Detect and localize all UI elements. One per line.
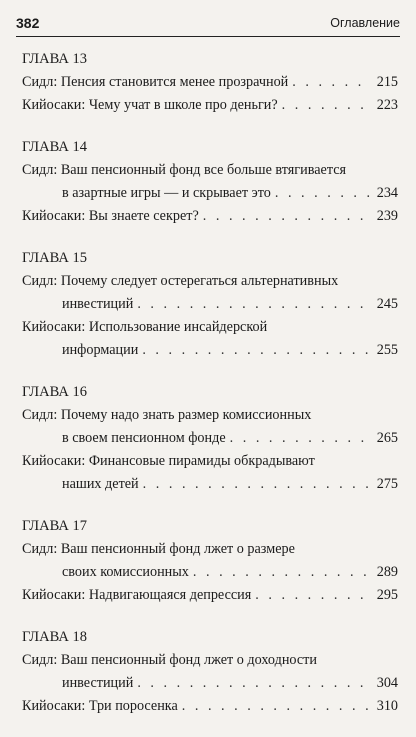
entry-title: информации — [62, 342, 139, 358]
chapter-section — [22, 381, 398, 496]
entry-title: Кийосаки: Вы знаете секрет? — [22, 208, 199, 224]
toc-entry[interactable] — [22, 538, 398, 584]
entry-title: наших детей — [62, 476, 139, 492]
entry-page-number: 265 — [376, 430, 398, 446]
leader-dots — [275, 182, 370, 205]
entry-continuation-line — [22, 427, 398, 450]
chapter-section — [22, 247, 398, 362]
entry-page-number: 289 — [376, 564, 398, 580]
entry-line — [22, 316, 398, 339]
entry-title: Кийосаки: Использование инсайдерской — [22, 319, 268, 335]
running-header — [16, 10, 400, 36]
entry-continuation-line — [22, 293, 398, 316]
entry-title: инвестиций — [62, 296, 134, 312]
entry-title: Кийосаки: Надвигающаяся депрессия — [22, 587, 252, 603]
entry-line — [22, 205, 398, 228]
entry-line — [22, 404, 398, 427]
entry-line — [22, 649, 398, 672]
leader-dots — [203, 205, 370, 228]
chapter-section — [22, 515, 398, 607]
leader-dots — [142, 339, 370, 362]
chapter-title: ГЛАВА 16 — [22, 384, 87, 400]
chapter-title: ГЛАВА 15 — [22, 250, 87, 266]
page-number: 382 — [16, 15, 40, 31]
chapter-title: ГЛАВА 14 — [22, 139, 87, 155]
toc-entry[interactable] — [22, 404, 398, 450]
entry-title: Сидл: Почему надо знать размер комиссионных — [22, 407, 312, 423]
chapter-title: ГЛАВА 13 — [22, 51, 87, 67]
entry-page-number: 215 — [376, 74, 398, 90]
entry-page-number: 295 — [376, 587, 398, 603]
running-title: Оглавление — [330, 16, 400, 30]
entry-title: своих комиссионных — [62, 564, 189, 580]
toc-entry[interactable] — [22, 695, 398, 718]
toc-entry[interactable] — [22, 584, 398, 607]
header-rule — [16, 36, 400, 37]
entry-line — [22, 270, 398, 293]
entry-line — [22, 71, 398, 94]
chapter-section — [22, 48, 398, 117]
entry-title: в азартные игры — и скрывает это — [62, 185, 271, 201]
toc-entry[interactable] — [22, 159, 398, 205]
entry-continuation-line — [22, 339, 398, 362]
toc-entry[interactable] — [22, 450, 398, 496]
entry-title: Сидл: Ваш пенсионный фонд лжет о доходности — [22, 652, 317, 668]
leader-dots — [193, 561, 370, 584]
toc-entry[interactable] — [22, 205, 398, 228]
entry-continuation-line — [22, 672, 398, 695]
chapter-section — [22, 136, 398, 228]
entry-page-number: 234 — [376, 185, 398, 201]
entry-title: Сидл: Ваш пенсионный фонд все больше втягивается — [22, 162, 347, 178]
leader-dots — [230, 427, 370, 450]
leader-dots — [143, 473, 370, 496]
entry-line — [22, 584, 398, 607]
leader-dots — [137, 672, 370, 695]
entry-title: в своем пенсионном фонде — [62, 430, 226, 446]
entry-title: Сидл: Почему следует остерегаться альтернативных — [22, 273, 339, 289]
toc-entry[interactable] — [22, 94, 398, 117]
entry-title: Сидл: Пенсия становится менее прозрачной — [22, 74, 289, 90]
entry-page-number: 304 — [376, 675, 398, 691]
entry-page-number: 255 — [376, 342, 398, 358]
entry-continuation-line — [22, 561, 398, 584]
entry-page-number: 275 — [376, 476, 398, 492]
entry-page-number: 245 — [376, 296, 398, 312]
entry-title: Кийосаки: Чему учат в школе про деньги? — [22, 97, 278, 113]
leader-dots — [137, 293, 370, 316]
entry-continuation-line — [22, 182, 398, 205]
toc-entry[interactable] — [22, 71, 398, 94]
entry-page-number: 310 — [376, 698, 398, 714]
entry-title: Кийосаки: Финансовые пирамиды обкрадывают — [22, 453, 315, 469]
entry-title: Сидл: Ваш пенсионный фонд лжет о размере — [22, 541, 295, 557]
entry-title: инвестиций — [62, 675, 134, 691]
entry-line — [22, 450, 398, 473]
leader-dots — [282, 94, 370, 117]
table-of-contents — [22, 48, 398, 737]
entry-page-number: 239 — [376, 208, 398, 224]
toc-entry[interactable] — [22, 270, 398, 316]
entry-line — [22, 695, 398, 718]
entry-line — [22, 538, 398, 561]
entry-continuation-line — [22, 473, 398, 496]
chapter-title: ГЛАВА 18 — [22, 629, 87, 645]
entry-line — [22, 159, 398, 182]
leader-dots — [292, 71, 370, 94]
chapter-section — [22, 626, 398, 718]
leader-dots — [182, 695, 370, 718]
entry-title: Кийосаки: Три поросенка — [22, 698, 178, 714]
leader-dots — [255, 584, 370, 607]
entry-page-number: 223 — [376, 97, 398, 113]
chapter-title: ГЛАВА 17 — [22, 518, 87, 534]
toc-entry[interactable] — [22, 649, 398, 695]
toc-entry[interactable] — [22, 316, 398, 362]
entry-line — [22, 94, 398, 117]
